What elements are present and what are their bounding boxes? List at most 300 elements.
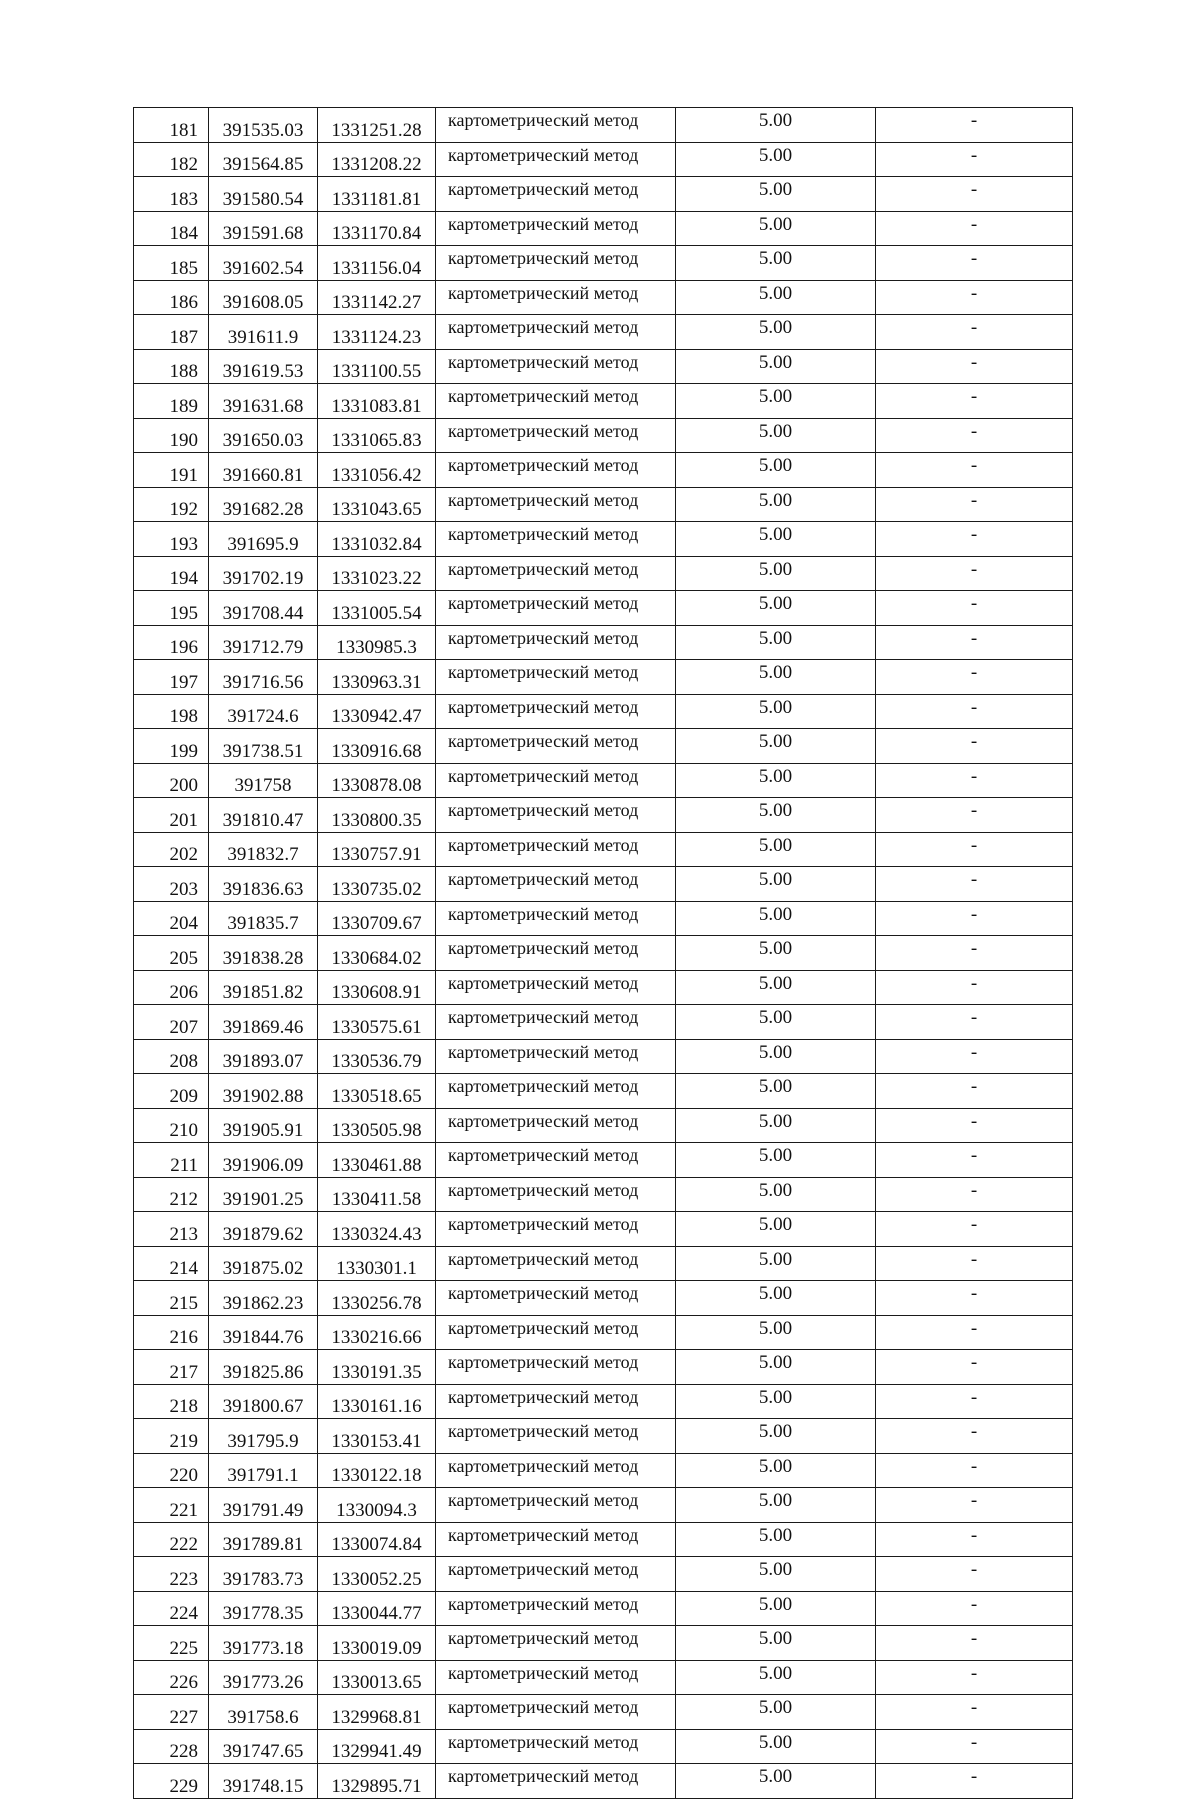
accuracy-cell: 5.00 bbox=[676, 694, 876, 729]
y-coordinate-cell: 1330074.84 bbox=[318, 1522, 436, 1557]
y-coordinate-cell: 1331142.27 bbox=[318, 280, 436, 315]
x-coordinate-cell: 391835.7 bbox=[209, 901, 318, 936]
point-number-cell: 210 bbox=[134, 1108, 209, 1143]
method-cell: картометрический метод bbox=[436, 384, 676, 419]
accuracy-cell: 5.00 bbox=[676, 1315, 876, 1350]
x-coordinate-cell: 391783.73 bbox=[209, 1557, 318, 1592]
description-cell: - bbox=[876, 1108, 1073, 1143]
method-cell: картометрический метод bbox=[436, 729, 676, 764]
accuracy-cell: 5.00 bbox=[676, 1039, 876, 1074]
method-cell: картометрический метод bbox=[436, 1074, 676, 1109]
y-coordinate-cell: 1330019.09 bbox=[318, 1626, 436, 1661]
accuracy-cell: 5.00 bbox=[676, 1212, 876, 1247]
y-coordinate-cell: 1330709.67 bbox=[318, 901, 436, 936]
table-row bbox=[134, 315, 1073, 350]
table-row bbox=[134, 1764, 1073, 1799]
x-coordinate-cell: 391712.79 bbox=[209, 625, 318, 660]
description-cell: - bbox=[876, 1143, 1073, 1178]
point-number-cell: 226 bbox=[134, 1660, 209, 1695]
x-coordinate-cell: 391902.88 bbox=[209, 1074, 318, 1109]
y-coordinate-cell: 1330191.35 bbox=[318, 1350, 436, 1385]
method-cell: картометрический метод bbox=[436, 211, 676, 246]
method-cell: картометрический метод bbox=[436, 556, 676, 591]
description-cell: - bbox=[876, 729, 1073, 764]
y-coordinate-cell: 1330684.02 bbox=[318, 936, 436, 971]
table-row bbox=[134, 1039, 1073, 1074]
x-coordinate-cell: 391791.49 bbox=[209, 1488, 318, 1523]
x-coordinate-cell: 391758 bbox=[209, 763, 318, 798]
x-coordinate-cell: 391716.56 bbox=[209, 660, 318, 695]
accuracy-cell: 5.00 bbox=[676, 729, 876, 764]
x-coordinate-cell: 391851.82 bbox=[209, 970, 318, 1005]
description-cell: - bbox=[876, 798, 1073, 833]
method-cell: картометрический метод bbox=[436, 1626, 676, 1661]
accuracy-cell: 5.00 bbox=[676, 1453, 876, 1488]
y-coordinate-cell: 1330505.98 bbox=[318, 1108, 436, 1143]
table-row bbox=[134, 211, 1073, 246]
x-coordinate-cell: 391695.9 bbox=[209, 522, 318, 557]
description-cell: - bbox=[876, 1212, 1073, 1247]
description-cell: - bbox=[876, 901, 1073, 936]
accuracy-cell: 5.00 bbox=[676, 246, 876, 281]
point-number-cell: 223 bbox=[134, 1557, 209, 1592]
accuracy-cell: 5.00 bbox=[676, 453, 876, 488]
x-coordinate-cell: 391773.26 bbox=[209, 1660, 318, 1695]
table-row bbox=[134, 1108, 1073, 1143]
description-cell: - bbox=[876, 1074, 1073, 1109]
method-cell: картометрический метод bbox=[436, 1695, 676, 1730]
description-cell: - bbox=[876, 1626, 1073, 1661]
accuracy-cell: 5.00 bbox=[676, 384, 876, 419]
y-coordinate-cell: 1330536.79 bbox=[318, 1039, 436, 1074]
description-cell: - bbox=[876, 970, 1073, 1005]
y-coordinate-cell: 1330518.65 bbox=[318, 1074, 436, 1109]
table-row bbox=[134, 1143, 1073, 1178]
point-number-cell: 215 bbox=[134, 1281, 209, 1316]
method-cell: картометрический метод bbox=[436, 349, 676, 384]
y-coordinate-cell: 1330052.25 bbox=[318, 1557, 436, 1592]
description-cell: - bbox=[876, 625, 1073, 660]
x-coordinate-cell: 391906.09 bbox=[209, 1143, 318, 1178]
table-row bbox=[134, 729, 1073, 764]
point-number-cell: 197 bbox=[134, 660, 209, 695]
point-number-cell: 218 bbox=[134, 1384, 209, 1419]
method-cell: картометрический метод bbox=[436, 694, 676, 729]
x-coordinate-cell: 391836.63 bbox=[209, 867, 318, 902]
method-cell: картометрический метод bbox=[436, 1660, 676, 1695]
point-number-cell: 189 bbox=[134, 384, 209, 419]
point-number-cell: 205 bbox=[134, 936, 209, 971]
method-cell: картометрический метод bbox=[436, 246, 676, 281]
point-number-cell: 192 bbox=[134, 487, 209, 522]
x-coordinate-cell: 391758.6 bbox=[209, 1695, 318, 1730]
description-cell: - bbox=[876, 211, 1073, 246]
table-row bbox=[134, 763, 1073, 798]
method-cell: картометрический метод bbox=[436, 1764, 676, 1799]
y-coordinate-cell: 1329968.81 bbox=[318, 1695, 436, 1730]
y-coordinate-cell: 1331065.83 bbox=[318, 418, 436, 453]
point-number-cell: 217 bbox=[134, 1350, 209, 1385]
method-cell: картометрический метод bbox=[436, 1384, 676, 1419]
table-row bbox=[134, 970, 1073, 1005]
description-cell: - bbox=[876, 1764, 1073, 1799]
y-coordinate-cell: 1330301.1 bbox=[318, 1246, 436, 1281]
table-row bbox=[134, 1384, 1073, 1419]
point-number-cell: 196 bbox=[134, 625, 209, 660]
x-coordinate-cell: 391838.28 bbox=[209, 936, 318, 971]
description-cell: - bbox=[876, 522, 1073, 557]
table-row bbox=[134, 625, 1073, 660]
accuracy-cell: 5.00 bbox=[676, 1591, 876, 1626]
description-cell: - bbox=[876, 867, 1073, 902]
x-coordinate-cell: 391619.53 bbox=[209, 349, 318, 384]
accuracy-cell: 5.00 bbox=[676, 867, 876, 902]
description-cell: - bbox=[876, 1281, 1073, 1316]
description-cell: - bbox=[876, 349, 1073, 384]
accuracy-cell: 5.00 bbox=[676, 1350, 876, 1385]
x-coordinate-cell: 391862.23 bbox=[209, 1281, 318, 1316]
y-coordinate-cell: 1331156.04 bbox=[318, 246, 436, 281]
method-cell: картометрический метод bbox=[436, 108, 676, 143]
point-number-cell: 211 bbox=[134, 1143, 209, 1178]
description-cell: - bbox=[876, 1039, 1073, 1074]
x-coordinate-cell: 391580.54 bbox=[209, 177, 318, 212]
table-row bbox=[134, 522, 1073, 557]
method-cell: картометрический метод bbox=[436, 1729, 676, 1764]
x-coordinate-cell: 391682.28 bbox=[209, 487, 318, 522]
y-coordinate-cell: 1331170.84 bbox=[318, 211, 436, 246]
accuracy-cell: 5.00 bbox=[676, 1281, 876, 1316]
description-cell: - bbox=[876, 832, 1073, 867]
x-coordinate-cell: 391631.68 bbox=[209, 384, 318, 419]
method-cell: картометрический метод bbox=[436, 280, 676, 315]
point-number-cell: 188 bbox=[134, 349, 209, 384]
x-coordinate-cell: 391747.65 bbox=[209, 1729, 318, 1764]
table-row bbox=[134, 1591, 1073, 1626]
point-number-cell: 225 bbox=[134, 1626, 209, 1661]
description-cell: - bbox=[876, 1660, 1073, 1695]
accuracy-cell: 5.00 bbox=[676, 418, 876, 453]
x-coordinate-cell: 391844.76 bbox=[209, 1315, 318, 1350]
table-row bbox=[134, 1350, 1073, 1385]
method-cell: картометрический метод bbox=[436, 1453, 676, 1488]
description-cell: - bbox=[876, 660, 1073, 695]
x-coordinate-cell: 391702.19 bbox=[209, 556, 318, 591]
table-row bbox=[134, 487, 1073, 522]
accuracy-cell: 5.00 bbox=[676, 625, 876, 660]
method-cell: картометрический метод bbox=[436, 1350, 676, 1385]
method-cell: картометрический метод bbox=[436, 1143, 676, 1178]
accuracy-cell: 5.00 bbox=[676, 832, 876, 867]
method-cell: картометрический метод bbox=[436, 1315, 676, 1350]
table-row bbox=[134, 1246, 1073, 1281]
description-cell: - bbox=[876, 1315, 1073, 1350]
table-row bbox=[134, 1453, 1073, 1488]
method-cell: картометрический метод bbox=[436, 142, 676, 177]
table-row bbox=[134, 1281, 1073, 1316]
accuracy-cell: 5.00 bbox=[676, 177, 876, 212]
point-number-cell: 209 bbox=[134, 1074, 209, 1109]
y-coordinate-cell: 1330800.35 bbox=[318, 798, 436, 833]
y-coordinate-cell: 1330044.77 bbox=[318, 1591, 436, 1626]
y-coordinate-cell: 1329895.71 bbox=[318, 1764, 436, 1799]
table-row bbox=[134, 1626, 1073, 1661]
description-cell: - bbox=[876, 177, 1073, 212]
y-coordinate-cell: 1331056.42 bbox=[318, 453, 436, 488]
table-row bbox=[134, 384, 1073, 419]
description-cell: - bbox=[876, 246, 1073, 281]
method-cell: картометрический метод bbox=[436, 1557, 676, 1592]
accuracy-cell: 5.00 bbox=[676, 1695, 876, 1730]
method-cell: картометрический метод bbox=[436, 867, 676, 902]
table-row bbox=[134, 1695, 1073, 1730]
x-coordinate-cell: 391748.15 bbox=[209, 1764, 318, 1799]
coordinates-table bbox=[133, 107, 1073, 1799]
accuracy-cell: 5.00 bbox=[676, 1557, 876, 1592]
table-row bbox=[134, 246, 1073, 281]
accuracy-cell: 5.00 bbox=[676, 1729, 876, 1764]
description-cell: - bbox=[876, 763, 1073, 798]
table-row bbox=[134, 591, 1073, 626]
accuracy-cell: 5.00 bbox=[676, 591, 876, 626]
x-coordinate-cell: 391778.35 bbox=[209, 1591, 318, 1626]
y-coordinate-cell: 1330324.43 bbox=[318, 1212, 436, 1247]
method-cell: картометрический метод bbox=[436, 1281, 676, 1316]
table-row bbox=[134, 1557, 1073, 1592]
point-number-cell: 200 bbox=[134, 763, 209, 798]
x-coordinate-cell: 391608.05 bbox=[209, 280, 318, 315]
description-cell: - bbox=[876, 591, 1073, 626]
point-number-cell: 201 bbox=[134, 798, 209, 833]
description-cell: - bbox=[876, 487, 1073, 522]
method-cell: картометрический метод bbox=[436, 1419, 676, 1454]
method-cell: картометрический метод bbox=[436, 1212, 676, 1247]
accuracy-cell: 5.00 bbox=[676, 1108, 876, 1143]
description-cell: - bbox=[876, 315, 1073, 350]
x-coordinate-cell: 391893.07 bbox=[209, 1039, 318, 1074]
method-cell: картометрический метод bbox=[436, 625, 676, 660]
description-cell: - bbox=[876, 1453, 1073, 1488]
point-number-cell: 207 bbox=[134, 1005, 209, 1040]
accuracy-cell: 5.00 bbox=[676, 1384, 876, 1419]
accuracy-cell: 5.00 bbox=[676, 798, 876, 833]
y-coordinate-cell: 1330411.58 bbox=[318, 1177, 436, 1212]
description-cell: - bbox=[876, 1557, 1073, 1592]
x-coordinate-cell: 391905.91 bbox=[209, 1108, 318, 1143]
y-coordinate-cell: 1330608.91 bbox=[318, 970, 436, 1005]
method-cell: картометрический метод bbox=[436, 901, 676, 936]
y-coordinate-cell: 1331208.22 bbox=[318, 142, 436, 177]
table-row bbox=[134, 177, 1073, 212]
table-row bbox=[134, 660, 1073, 695]
table-row bbox=[134, 349, 1073, 384]
point-number-cell: 229 bbox=[134, 1764, 209, 1799]
method-cell: картометрический метод bbox=[436, 1108, 676, 1143]
x-coordinate-cell: 391879.62 bbox=[209, 1212, 318, 1247]
y-coordinate-cell: 1329941.49 bbox=[318, 1729, 436, 1764]
coordinates-table-body bbox=[134, 108, 1073, 1799]
method-cell: картометрический метод bbox=[436, 453, 676, 488]
table-row bbox=[134, 936, 1073, 971]
point-number-cell: 213 bbox=[134, 1212, 209, 1247]
point-number-cell: 222 bbox=[134, 1522, 209, 1557]
accuracy-cell: 5.00 bbox=[676, 1488, 876, 1523]
description-cell: - bbox=[876, 1522, 1073, 1557]
table-row bbox=[134, 1522, 1073, 1557]
description-cell: - bbox=[876, 280, 1073, 315]
point-number-cell: 206 bbox=[134, 970, 209, 1005]
accuracy-cell: 5.00 bbox=[676, 936, 876, 971]
point-number-cell: 227 bbox=[134, 1695, 209, 1730]
y-coordinate-cell: 1330757.91 bbox=[318, 832, 436, 867]
table-row bbox=[134, 142, 1073, 177]
table-row bbox=[134, 280, 1073, 315]
method-cell: картометрический метод bbox=[436, 1005, 676, 1040]
method-cell: картометрический метод bbox=[436, 660, 676, 695]
method-cell: картометрический метод bbox=[436, 798, 676, 833]
method-cell: картометрический метод bbox=[436, 832, 676, 867]
y-coordinate-cell: 1331032.84 bbox=[318, 522, 436, 557]
point-number-cell: 221 bbox=[134, 1488, 209, 1523]
point-number-cell: 195 bbox=[134, 591, 209, 626]
accuracy-cell: 5.00 bbox=[676, 1143, 876, 1178]
table-row bbox=[134, 453, 1073, 488]
method-cell: картометрический метод bbox=[436, 970, 676, 1005]
method-cell: картометрический метод bbox=[436, 418, 676, 453]
y-coordinate-cell: 1330013.65 bbox=[318, 1660, 436, 1695]
point-number-cell: 191 bbox=[134, 453, 209, 488]
description-cell: - bbox=[876, 418, 1073, 453]
accuracy-cell: 5.00 bbox=[676, 1764, 876, 1799]
point-number-cell: 204 bbox=[134, 901, 209, 936]
x-coordinate-cell: 391650.03 bbox=[209, 418, 318, 453]
accuracy-cell: 5.00 bbox=[676, 1005, 876, 1040]
y-coordinate-cell: 1330461.88 bbox=[318, 1143, 436, 1178]
point-number-cell: 193 bbox=[134, 522, 209, 557]
x-coordinate-cell: 391901.25 bbox=[209, 1177, 318, 1212]
table-row bbox=[134, 1212, 1073, 1247]
accuracy-cell: 5.00 bbox=[676, 1626, 876, 1661]
x-coordinate-cell: 391800.67 bbox=[209, 1384, 318, 1419]
description-cell: - bbox=[876, 1246, 1073, 1281]
y-coordinate-cell: 1330985.3 bbox=[318, 625, 436, 660]
table-row bbox=[134, 901, 1073, 936]
description-cell: - bbox=[876, 1729, 1073, 1764]
accuracy-cell: 5.00 bbox=[676, 556, 876, 591]
x-coordinate-cell: 391810.47 bbox=[209, 798, 318, 833]
description-cell: - bbox=[876, 384, 1073, 419]
table-row bbox=[134, 1419, 1073, 1454]
point-number-cell: 203 bbox=[134, 867, 209, 902]
y-coordinate-cell: 1330161.16 bbox=[318, 1384, 436, 1419]
y-coordinate-cell: 1331043.65 bbox=[318, 487, 436, 522]
y-coordinate-cell: 1331023.22 bbox=[318, 556, 436, 591]
x-coordinate-cell: 391875.02 bbox=[209, 1246, 318, 1281]
accuracy-cell: 5.00 bbox=[676, 1246, 876, 1281]
accuracy-cell: 5.00 bbox=[676, 1177, 876, 1212]
description-cell: - bbox=[876, 1591, 1073, 1626]
table-row bbox=[134, 1005, 1073, 1040]
point-number-cell: 184 bbox=[134, 211, 209, 246]
accuracy-cell: 5.00 bbox=[676, 487, 876, 522]
x-coordinate-cell: 391660.81 bbox=[209, 453, 318, 488]
x-coordinate-cell: 391791.1 bbox=[209, 1453, 318, 1488]
description-cell: - bbox=[876, 936, 1073, 971]
x-coordinate-cell: 391708.44 bbox=[209, 591, 318, 626]
accuracy-cell: 5.00 bbox=[676, 349, 876, 384]
point-number-cell: 185 bbox=[134, 246, 209, 281]
x-coordinate-cell: 391832.7 bbox=[209, 832, 318, 867]
y-coordinate-cell: 1330216.66 bbox=[318, 1315, 436, 1350]
point-number-cell: 183 bbox=[134, 177, 209, 212]
y-coordinate-cell: 1330256.78 bbox=[318, 1281, 436, 1316]
x-coordinate-cell: 391738.51 bbox=[209, 729, 318, 764]
x-coordinate-cell: 391724.6 bbox=[209, 694, 318, 729]
y-coordinate-cell: 1330916.68 bbox=[318, 729, 436, 764]
accuracy-cell: 5.00 bbox=[676, 901, 876, 936]
x-coordinate-cell: 391825.86 bbox=[209, 1350, 318, 1385]
table-row bbox=[134, 832, 1073, 867]
x-coordinate-cell: 391611.9 bbox=[209, 315, 318, 350]
method-cell: картометрический метод bbox=[436, 177, 676, 212]
y-coordinate-cell: 1331181.81 bbox=[318, 177, 436, 212]
table-row bbox=[134, 556, 1073, 591]
method-cell: картометрический метод bbox=[436, 591, 676, 626]
method-cell: картометрический метод bbox=[436, 1039, 676, 1074]
description-cell: - bbox=[876, 1384, 1073, 1419]
point-number-cell: 208 bbox=[134, 1039, 209, 1074]
y-coordinate-cell: 1330122.18 bbox=[318, 1453, 436, 1488]
method-cell: картометрический метод bbox=[436, 315, 676, 350]
y-coordinate-cell: 1330878.08 bbox=[318, 763, 436, 798]
point-number-cell: 198 bbox=[134, 694, 209, 729]
method-cell: картометрический метод bbox=[436, 936, 676, 971]
table-row bbox=[134, 694, 1073, 729]
method-cell: картометрический метод bbox=[436, 1177, 676, 1212]
description-cell: - bbox=[876, 453, 1073, 488]
description-cell: - bbox=[876, 1419, 1073, 1454]
method-cell: картометрический метод bbox=[436, 522, 676, 557]
method-cell: картометрический метод bbox=[436, 1522, 676, 1557]
accuracy-cell: 5.00 bbox=[676, 660, 876, 695]
x-coordinate-cell: 391773.18 bbox=[209, 1626, 318, 1661]
accuracy-cell: 5.00 bbox=[676, 763, 876, 798]
description-cell: - bbox=[876, 694, 1073, 729]
table-row bbox=[134, 1177, 1073, 1212]
point-number-cell: 199 bbox=[134, 729, 209, 764]
point-number-cell: 212 bbox=[134, 1177, 209, 1212]
accuracy-cell: 5.00 bbox=[676, 1419, 876, 1454]
description-cell: - bbox=[876, 1695, 1073, 1730]
y-coordinate-cell: 1330094.3 bbox=[318, 1488, 436, 1523]
y-coordinate-cell: 1330963.31 bbox=[318, 660, 436, 695]
y-coordinate-cell: 1331083.81 bbox=[318, 384, 436, 419]
y-coordinate-cell: 1331251.28 bbox=[318, 108, 436, 143]
x-coordinate-cell: 391602.54 bbox=[209, 246, 318, 281]
method-cell: картометрический метод bbox=[436, 1488, 676, 1523]
accuracy-cell: 5.00 bbox=[676, 1660, 876, 1695]
description-cell: - bbox=[876, 1488, 1073, 1523]
table-row bbox=[134, 867, 1073, 902]
point-number-cell: 216 bbox=[134, 1315, 209, 1350]
point-number-cell: 194 bbox=[134, 556, 209, 591]
point-number-cell: 214 bbox=[134, 1246, 209, 1281]
y-coordinate-cell: 1330153.41 bbox=[318, 1419, 436, 1454]
accuracy-cell: 5.00 bbox=[676, 970, 876, 1005]
point-number-cell: 220 bbox=[134, 1453, 209, 1488]
description-cell: - bbox=[876, 108, 1073, 143]
accuracy-cell: 5.00 bbox=[676, 280, 876, 315]
